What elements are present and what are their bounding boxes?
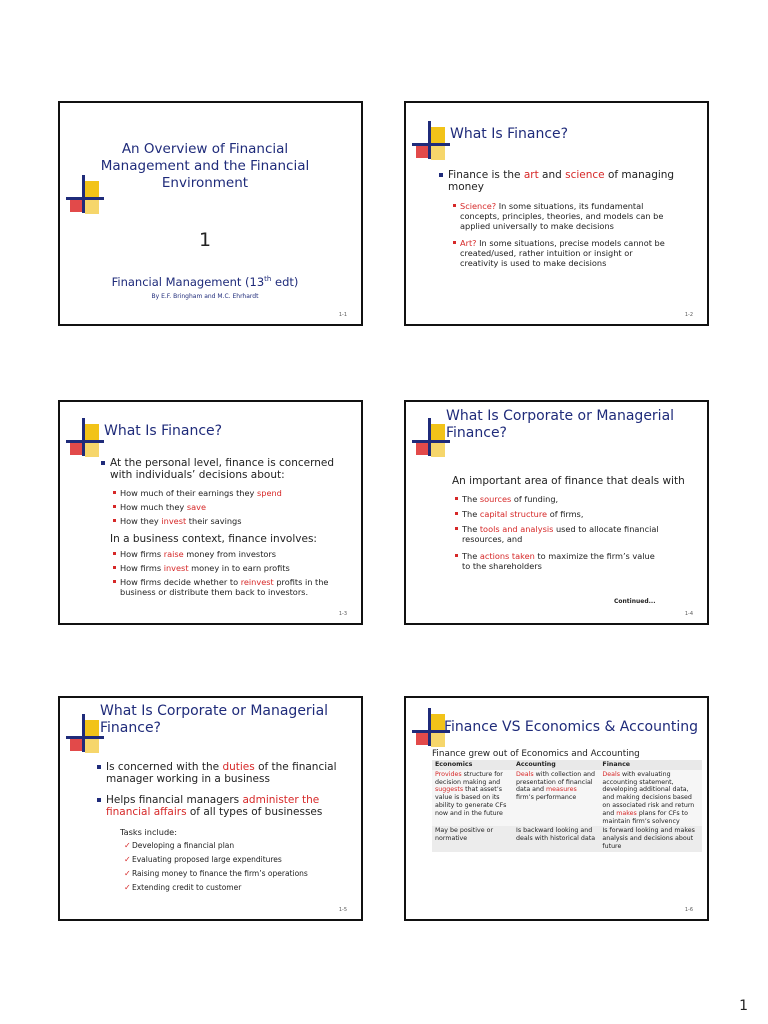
table-cell: Deals with collection and presentation of financial data and measures firm’s performance bbox=[513, 770, 599, 827]
slide-number: 1-6 bbox=[684, 907, 693, 913]
table-header: Economics bbox=[432, 760, 513, 770]
sub-bullet-actions: The actions taken to maximize the firm’s value to the shareholders bbox=[462, 551, 702, 571]
slide-title: What Is Corporate or Managerial Finance? bbox=[446, 408, 675, 441]
sub-bullet-science: Science? In some situations, its fundamental concepts, principles, theories, and models can be applied universally to make decisions bbox=[460, 201, 700, 231]
slide-6 bbox=[404, 696, 709, 921]
sub-bullet-raise: How firms raise money from investors bbox=[120, 549, 276, 559]
sub-bullet-sources: The sources of funding, bbox=[462, 494, 558, 504]
table-cell: Is forward looking and makes analysis and decisions about future bbox=[599, 826, 702, 851]
slide-title: What Is Finance? bbox=[450, 126, 569, 142]
table-cell: May be positive or normative bbox=[432, 826, 513, 851]
slide-subtitle: Finance grew out of Economics and Accounting bbox=[432, 749, 640, 759]
table-cell: Is backward looking and deals with historical data bbox=[513, 826, 599, 851]
slide-5 bbox=[58, 696, 363, 921]
sub-bullet-save: How much they save bbox=[120, 502, 206, 512]
sub-bullet-spend: How much of their earnings they spend bbox=[120, 488, 282, 498]
slide-4 bbox=[404, 400, 709, 625]
slide-title: An Overview of Financial Management and the Financial Environment bbox=[100, 141, 310, 191]
sub-bullet-invest-money: How firms invest money in to earn profits bbox=[120, 563, 290, 573]
bullet-personal-level: At the personal level, finance is concerned with individuals’ decisions about: bbox=[110, 457, 355, 481]
task-item: ✓ Developing a financial plan bbox=[124, 841, 235, 850]
sub-bullet-tools: The tools and analysis used to allocate financial resources, and bbox=[462, 524, 702, 544]
slide-number: 1-1 bbox=[338, 312, 347, 318]
page-number: 1 bbox=[739, 998, 748, 1014]
sub-bullet-art: Art? In some situations, precise models cannot be created/used, rather intuition or insight or creativity is used to make decisions bbox=[460, 238, 700, 268]
bullet-important-area: An important area of finance that deals with bbox=[452, 475, 685, 487]
slide-number: 1-5 bbox=[338, 907, 347, 913]
table-header: Finance bbox=[599, 760, 702, 770]
sub-bullet-reinvest: How firms decide whether to reinvest profits in the business or distribute them back to investors. bbox=[120, 577, 355, 597]
sub-bullet-capital-structure: The capital structure of firms, bbox=[462, 509, 583, 519]
slide-title: What Is Corporate or Managerial Finance? bbox=[100, 703, 329, 736]
task-item: ✓ Extending credit to customer bbox=[124, 883, 242, 892]
slide-number: 1-2 bbox=[684, 312, 693, 318]
slide-2 bbox=[404, 101, 709, 326]
table-cell: Provides structure for decision making and suggests that asset’s value is based on its ability to generate CFs now and in the future bbox=[432, 770, 513, 827]
table-cell: Deals with evaluating accounting statement, developing additional data, and making decisions based on associated risk and return and makes plans for CFs to maintain firm’s solvency bbox=[599, 770, 702, 827]
table-header: Accounting bbox=[513, 760, 599, 770]
slide-1 bbox=[58, 101, 363, 326]
sub-bullet-invest: How they invest their savings bbox=[120, 516, 242, 526]
slide-3 bbox=[58, 400, 363, 625]
continued-label: Continued... bbox=[614, 598, 656, 605]
slide-number: 1-4 bbox=[684, 611, 693, 617]
task-item: ✓ Raising money to finance the firm’s operations bbox=[124, 869, 308, 878]
authors: By E.F. Bringham and M.C. Ehrhardt bbox=[151, 293, 259, 300]
slide-title: What Is Finance? bbox=[104, 423, 223, 439]
comparison-table bbox=[432, 760, 702, 852]
bullet-duties: Is concerned with the duties of the financial manager working in a business bbox=[106, 761, 356, 785]
task-item: ✓ Evaluating proposed large expenditures bbox=[124, 855, 282, 864]
book-title: Financial Management (13th edt) bbox=[111, 275, 299, 289]
table-row bbox=[432, 826, 702, 851]
slide-number: 1-3 bbox=[338, 611, 347, 617]
slide-title: Finance VS Economics & Accounting bbox=[444, 719, 698, 735]
table-row bbox=[432, 770, 702, 827]
bullet-business-context: In a business context, finance involves: bbox=[110, 533, 317, 545]
sub-bullet-tasks: Tasks include: bbox=[120, 827, 177, 837]
chapter-number: 1 bbox=[198, 229, 212, 251]
bullet-administer: Helps financial managers administer the financial affairs of all types of businesses bbox=[106, 794, 356, 818]
bullet-finance-definition: Finance is the art and science of managing money bbox=[448, 169, 698, 193]
